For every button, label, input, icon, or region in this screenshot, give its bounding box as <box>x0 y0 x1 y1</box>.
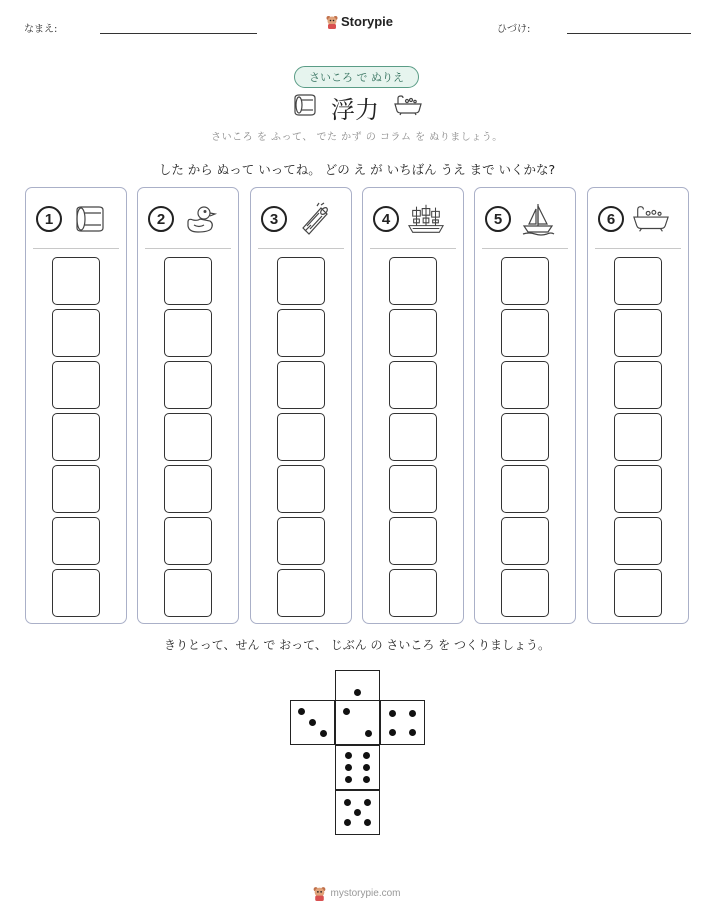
name-label: なまえ: <box>24 24 58 35</box>
instruction-text: した から ぬって いってね。 どの え が いちばん うえ まで いくかな? <box>158 162 556 177</box>
color-cell[interactable] <box>501 257 549 305</box>
color-cell[interactable] <box>389 465 437 513</box>
color-cell[interactable] <box>501 569 549 617</box>
color-cell[interactable] <box>501 465 549 513</box>
column-2 <box>137 187 239 624</box>
color-cell[interactable] <box>614 569 662 617</box>
color-cell[interactable] <box>52 361 100 409</box>
color-cell[interactable] <box>52 257 100 305</box>
color-cell[interactable] <box>164 413 212 461</box>
column-divider <box>370 248 456 249</box>
column-number: 6 <box>598 206 624 232</box>
color-cell[interactable] <box>164 569 212 617</box>
name-line <box>100 33 257 34</box>
pip <box>364 819 371 826</box>
bear-logo-icon <box>313 886 326 901</box>
column-number: 4 <box>373 206 399 232</box>
pip <box>409 710 416 717</box>
color-cell[interactable] <box>52 569 100 617</box>
pip <box>298 708 305 715</box>
bathtub-icon <box>632 202 670 236</box>
toilet-paper-icon <box>291 93 317 121</box>
footer <box>0 886 714 901</box>
footer-url[interactable]: mystorypie.com <box>330 888 401 899</box>
dice-net <box>290 670 425 835</box>
color-cell[interactable] <box>52 465 100 513</box>
color-cell[interactable] <box>614 361 662 409</box>
color-cell[interactable] <box>389 517 437 565</box>
color-cell[interactable] <box>164 309 212 357</box>
color-cell[interactable] <box>52 309 100 357</box>
rolled-newspaper-icon <box>295 202 333 236</box>
column-5 <box>474 187 576 624</box>
dice-face-3 <box>290 700 335 745</box>
bathtub-icon <box>393 94 423 120</box>
pip <box>364 799 371 806</box>
color-cell[interactable] <box>614 517 662 565</box>
column-divider <box>33 248 119 249</box>
pip <box>354 809 361 816</box>
title-row <box>0 90 714 124</box>
ship-icon <box>407 202 445 236</box>
color-cell[interactable] <box>52 413 100 461</box>
color-cell[interactable] <box>501 361 549 409</box>
dice-columns <box>25 187 689 624</box>
color-cell[interactable] <box>389 569 437 617</box>
cut-instruction: きりとって、せん で おって、 じぶん の さいころ を つくりましょう。 <box>164 638 550 652</box>
color-cell[interactable] <box>164 257 212 305</box>
pip <box>363 752 370 759</box>
column-divider <box>482 248 568 249</box>
color-cell[interactable] <box>277 309 325 357</box>
pip <box>389 710 396 717</box>
color-cell[interactable] <box>164 517 212 565</box>
pip <box>363 764 370 771</box>
color-cell[interactable] <box>277 569 325 617</box>
pip <box>344 819 351 826</box>
column-divider <box>258 248 344 249</box>
color-cell[interactable] <box>277 465 325 513</box>
pip <box>320 730 327 737</box>
column-number: 1 <box>36 206 62 232</box>
column-6 <box>587 187 689 624</box>
rubber-duck-icon <box>182 202 220 236</box>
color-cell[interactable] <box>614 309 662 357</box>
date-line <box>567 33 691 34</box>
pip <box>345 776 352 783</box>
color-cell[interactable] <box>164 361 212 409</box>
header <box>0 14 714 38</box>
pip <box>345 752 352 759</box>
color-cell[interactable] <box>614 413 662 461</box>
column-3 <box>250 187 352 624</box>
pip <box>409 729 416 736</box>
page-title: 浮力 <box>331 95 379 124</box>
color-cell[interactable] <box>277 413 325 461</box>
pip <box>343 708 350 715</box>
pip <box>389 729 396 736</box>
subtitle: さいころ を ふって、 でた かず の コラム を ぬりましょう。 <box>211 132 503 143</box>
color-cell[interactable] <box>277 257 325 305</box>
column-1 <box>25 187 127 624</box>
dice-face-2 <box>335 700 380 745</box>
color-cell[interactable] <box>389 257 437 305</box>
column-divider <box>595 248 681 249</box>
color-cell[interactable] <box>389 413 437 461</box>
dice-face-5 <box>335 790 380 835</box>
brand-logo <box>326 14 393 29</box>
sailboat-icon <box>519 202 557 236</box>
color-cell[interactable] <box>277 517 325 565</box>
color-cell[interactable] <box>501 413 549 461</box>
pip <box>345 764 352 771</box>
column-number: 5 <box>485 206 511 232</box>
bear-logo-icon <box>326 15 338 29</box>
color-cell[interactable] <box>614 257 662 305</box>
pip <box>365 730 372 737</box>
dice-face-6 <box>335 745 380 790</box>
column-number: 3 <box>261 206 287 232</box>
pip <box>309 719 316 726</box>
color-cell[interactable] <box>52 517 100 565</box>
pip <box>354 689 361 696</box>
column-number: 2 <box>148 206 174 232</box>
color-cell[interactable] <box>164 465 212 513</box>
color-cell[interactable] <box>501 309 549 357</box>
toilet-paper-icon <box>70 202 108 236</box>
pip <box>344 799 351 806</box>
color-cell[interactable] <box>389 361 437 409</box>
color-cell[interactable] <box>501 517 549 565</box>
pip <box>363 776 370 783</box>
activity-pill: さいころ で ぬりえ <box>294 66 419 88</box>
color-cell[interactable] <box>389 309 437 357</box>
column-4 <box>362 187 464 624</box>
dice-face-4 <box>380 700 425 745</box>
column-divider <box>145 248 231 249</box>
brand-name: Storypie <box>341 14 394 29</box>
date-label: ひづけ: <box>497 24 531 35</box>
color-cell[interactable] <box>614 465 662 513</box>
color-cell[interactable] <box>277 361 325 409</box>
